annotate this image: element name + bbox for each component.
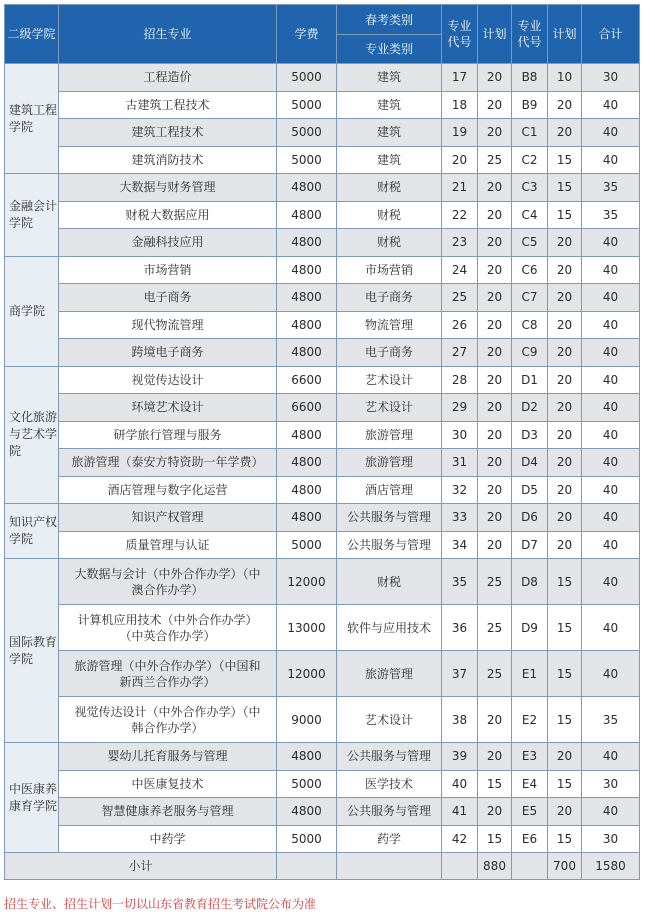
plan2-cell: 20 [548, 256, 582, 284]
header-fee: 学费 [277, 5, 337, 64]
code2-cell: E4 [512, 770, 548, 798]
code2-cell: C9 [512, 339, 548, 367]
plan2-cell: 15 [548, 174, 582, 202]
table-row [5, 119, 640, 147]
code1-cell: 19 [442, 119, 478, 147]
code1-cell: 35 [442, 559, 478, 605]
footnote: 招生专业、招生计划一切以山东省教育招生考试院公布为准 [4, 897, 317, 911]
plan1-cell: 20 [478, 366, 512, 394]
code1-cell: 28 [442, 366, 478, 394]
plan1-cell: 15 [478, 825, 512, 853]
category-cell: 公共服务与管理 [337, 504, 442, 532]
plan2-cell: 20 [548, 284, 582, 312]
total-cell: 40 [582, 605, 640, 651]
plan2-cell: 15 [548, 651, 582, 697]
empty-cell [442, 853, 478, 880]
major-cell: 大数据与会计（中外合作办学）（中澳合作办学） [59, 559, 277, 605]
code1-cell: 27 [442, 339, 478, 367]
category-cell: 财税 [337, 174, 442, 202]
code1-cell: 26 [442, 311, 478, 339]
plan2-cell: 15 [548, 559, 582, 605]
plan1-cell: 25 [478, 559, 512, 605]
plan1-cell: 25 [478, 605, 512, 651]
major-cell: 工程造价 [59, 64, 277, 92]
category-cell: 建筑 [337, 64, 442, 92]
category-cell: 建筑 [337, 146, 442, 174]
plan2-cell: 15 [548, 825, 582, 853]
major-cell: 中药学 [59, 825, 277, 853]
category-cell: 市场营销 [337, 256, 442, 284]
empty-cell [337, 853, 442, 880]
code2-cell: E6 [512, 825, 548, 853]
plan1-cell: 20 [478, 91, 512, 119]
total-cell: 40 [582, 651, 640, 697]
subtotal-label: 小计 [5, 853, 277, 880]
empty-cell [512, 853, 548, 880]
major-cell: 研学旅行管理与服务 [59, 421, 277, 449]
header-total: 合计 [582, 5, 640, 64]
category-cell: 建筑 [337, 119, 442, 147]
total-cell: 40 [582, 91, 640, 119]
major-cell: 财税大数据应用 [59, 201, 277, 229]
plan2-cell: 15 [548, 146, 582, 174]
code2-cell: C4 [512, 201, 548, 229]
table-row [5, 284, 640, 312]
code1-cell: 31 [442, 449, 478, 477]
code1-cell: 25 [442, 284, 478, 312]
header-college: 二级学院 [5, 5, 59, 64]
fee-cell: 5000 [277, 119, 337, 147]
total-cell: 40 [582, 366, 640, 394]
total-cell: 40 [582, 119, 640, 147]
header-major: 招生专业 [59, 5, 277, 64]
fee-cell: 12000 [277, 559, 337, 605]
table-row [5, 201, 640, 229]
total-cell: 30 [582, 64, 640, 92]
header-major-category: 专业类别 [337, 35, 442, 64]
table-row [5, 605, 640, 651]
category-cell: 艺术设计 [337, 366, 442, 394]
subtotal-plan-2: 700 [548, 853, 582, 880]
plan2-cell: 20 [548, 504, 582, 532]
category-cell: 医学技术 [337, 770, 442, 798]
fee-cell: 4800 [277, 174, 337, 202]
plan1-cell: 20 [478, 531, 512, 559]
code1-cell: 37 [442, 651, 478, 697]
plan2-cell: 15 [548, 770, 582, 798]
table-row [5, 798, 640, 826]
fee-cell: 12000 [277, 651, 337, 697]
plan1-cell: 25 [478, 651, 512, 697]
table-row [5, 256, 640, 284]
category-cell: 电子商务 [337, 284, 442, 312]
total-cell: 40 [582, 531, 640, 559]
fee-cell: 6600 [277, 366, 337, 394]
plan2-cell: 15 [548, 201, 582, 229]
category-cell: 财税 [337, 201, 442, 229]
table-row [5, 311, 640, 339]
plan1-cell: 20 [478, 504, 512, 532]
plan2-cell: 20 [548, 743, 582, 771]
total-cell: 35 [582, 174, 640, 202]
table-row [5, 449, 640, 477]
code1-cell: 42 [442, 825, 478, 853]
code2-cell: E2 [512, 697, 548, 743]
major-cell: 环境艺术设计 [59, 394, 277, 422]
header-plan-2: 计划 [548, 5, 582, 64]
plan1-cell: 20 [478, 743, 512, 771]
major-cell: 视觉传达设计 [59, 366, 277, 394]
code1-cell: 41 [442, 798, 478, 826]
table-row [5, 476, 640, 504]
college-name-cell: 建筑工程学院 [5, 64, 59, 174]
table-row [5, 339, 640, 367]
table-row [5, 743, 640, 771]
plan1-cell: 20 [478, 284, 512, 312]
category-cell: 药学 [337, 825, 442, 853]
plan1-cell: 15 [478, 770, 512, 798]
major-cell: 大数据与财务管理 [59, 174, 277, 202]
major-cell: 跨境电子商务 [59, 339, 277, 367]
admissions-plan-table [4, 4, 640, 880]
college-name-cell: 金融会计学院 [5, 174, 59, 257]
code1-cell: 23 [442, 229, 478, 257]
table-row [5, 366, 640, 394]
fee-cell: 5000 [277, 64, 337, 92]
code2-cell: E3 [512, 743, 548, 771]
code2-cell: D5 [512, 476, 548, 504]
total-cell: 40 [582, 311, 640, 339]
table-row [5, 394, 640, 422]
plan1-cell: 20 [478, 449, 512, 477]
code1-cell: 29 [442, 394, 478, 422]
fee-cell: 4800 [277, 504, 337, 532]
fee-cell: 4800 [277, 311, 337, 339]
category-cell: 物流管理 [337, 311, 442, 339]
total-cell: 35 [582, 697, 640, 743]
plan2-cell: 15 [548, 605, 582, 651]
plan2-cell: 20 [548, 366, 582, 394]
code2-cell: D6 [512, 504, 548, 532]
plan2-cell: 20 [548, 311, 582, 339]
plan1-cell: 20 [478, 174, 512, 202]
table-row [5, 146, 640, 174]
category-cell: 艺术设计 [337, 394, 442, 422]
major-cell: 建筑消防技术 [59, 146, 277, 174]
code2-cell: D1 [512, 366, 548, 394]
code2-cell: D8 [512, 559, 548, 605]
plan1-cell: 20 [478, 256, 512, 284]
college-name-cell: 中医康养康育学院 [5, 743, 59, 853]
plan1-cell: 20 [478, 64, 512, 92]
fee-cell: 5000 [277, 825, 337, 853]
total-cell: 40 [582, 476, 640, 504]
major-cell: 视觉传达设计（中外合作办学）（中韩合作办学） [59, 697, 277, 743]
fee-cell: 5000 [277, 531, 337, 559]
total-cell: 30 [582, 770, 640, 798]
fee-cell: 5000 [277, 770, 337, 798]
code1-cell: 39 [442, 743, 478, 771]
admissions-table-container [4, 4, 640, 880]
category-cell: 建筑 [337, 91, 442, 119]
category-cell: 酒店管理 [337, 476, 442, 504]
plan1-cell: 20 [478, 201, 512, 229]
code2-cell: B9 [512, 91, 548, 119]
code1-cell: 24 [442, 256, 478, 284]
college-name-cell: 国际教育学院 [5, 559, 59, 743]
total-cell: 40 [582, 559, 640, 605]
code1-cell: 30 [442, 421, 478, 449]
code1-cell: 20 [442, 146, 478, 174]
total-cell: 40 [582, 449, 640, 477]
major-cell: 知识产权管理 [59, 504, 277, 532]
code2-cell: C5 [512, 229, 548, 257]
plan1-cell: 20 [478, 697, 512, 743]
fee-cell: 4800 [277, 201, 337, 229]
major-cell: 智慧健康养老服务与管理 [59, 798, 277, 826]
code1-cell: 21 [442, 174, 478, 202]
college-name-cell: 商学院 [5, 256, 59, 366]
plan2-cell: 20 [548, 798, 582, 826]
major-cell: 市场营销 [59, 256, 277, 284]
total-cell: 40 [582, 146, 640, 174]
plan2-cell: 20 [548, 531, 582, 559]
category-cell: 旅游管理 [337, 421, 442, 449]
major-cell: 古建筑工程技术 [59, 91, 277, 119]
code2-cell: D7 [512, 531, 548, 559]
table-row [5, 531, 640, 559]
category-cell: 财税 [337, 229, 442, 257]
plan1-cell: 20 [478, 229, 512, 257]
total-cell: 30 [582, 825, 640, 853]
fee-cell: 5000 [277, 146, 337, 174]
header-code-1: 专业代号 [442, 5, 478, 64]
total-cell: 40 [582, 504, 640, 532]
fee-cell: 4800 [277, 798, 337, 826]
table-row [5, 174, 640, 202]
code1-cell: 34 [442, 531, 478, 559]
category-cell: 旅游管理 [337, 449, 442, 477]
code2-cell: E5 [512, 798, 548, 826]
category-cell: 公共服务与管理 [337, 743, 442, 771]
empty-cell [277, 853, 337, 880]
table-row [5, 91, 640, 119]
major-cell: 旅游管理（泰安方特资助一年学费） [59, 449, 277, 477]
total-cell: 40 [582, 798, 640, 826]
category-cell: 公共服务与管理 [337, 798, 442, 826]
major-cell: 电子商务 [59, 284, 277, 312]
subtotal-row [5, 853, 640, 880]
fee-cell: 6600 [277, 394, 337, 422]
code1-cell: 32 [442, 476, 478, 504]
major-cell: 酒店管理与数字化运营 [59, 476, 277, 504]
code2-cell: C6 [512, 256, 548, 284]
total-cell: 40 [582, 339, 640, 367]
table-row [5, 229, 640, 257]
code2-cell: D4 [512, 449, 548, 477]
table-row [5, 421, 640, 449]
fee-cell: 4800 [277, 339, 337, 367]
table-row [5, 504, 640, 532]
subtotal-plan-1: 880 [478, 853, 512, 880]
code2-cell: C2 [512, 146, 548, 174]
fee-cell: 9000 [277, 697, 337, 743]
table-body [5, 64, 640, 880]
code2-cell: D9 [512, 605, 548, 651]
plan1-cell: 20 [478, 394, 512, 422]
fee-cell: 4800 [277, 421, 337, 449]
plan2-cell: 20 [548, 421, 582, 449]
category-cell: 旅游管理 [337, 651, 442, 697]
header-code-2: 专业代号 [512, 5, 548, 64]
table-row [5, 651, 640, 697]
table-row [5, 697, 640, 743]
plan2-cell: 20 [548, 91, 582, 119]
plan1-cell: 20 [478, 119, 512, 147]
plan1-cell: 20 [478, 476, 512, 504]
fee-cell: 4800 [277, 229, 337, 257]
code1-cell: 22 [442, 201, 478, 229]
table-row [5, 559, 640, 605]
major-cell: 金融科技应用 [59, 229, 277, 257]
college-name-cell: 文化旅游与艺术学院 [5, 366, 59, 504]
category-cell: 软件与应用技术 [337, 605, 442, 651]
major-cell: 旅游管理（中外合作办学）（中国和新西兰合作办学） [59, 651, 277, 697]
header-plan-1: 计划 [478, 5, 512, 64]
code1-cell: 17 [442, 64, 478, 92]
category-cell: 电子商务 [337, 339, 442, 367]
total-cell: 40 [582, 284, 640, 312]
plan1-cell: 20 [478, 311, 512, 339]
total-cell: 35 [582, 201, 640, 229]
plan2-cell: 20 [548, 449, 582, 477]
code2-cell: C7 [512, 284, 548, 312]
fee-cell: 4800 [277, 449, 337, 477]
fee-cell: 4800 [277, 743, 337, 771]
major-cell: 建筑工程技术 [59, 119, 277, 147]
plan2-cell: 20 [548, 476, 582, 504]
table-row [5, 64, 640, 92]
code2-cell: E1 [512, 651, 548, 697]
total-cell: 40 [582, 743, 640, 771]
code2-cell: C8 [512, 311, 548, 339]
code1-cell: 33 [442, 504, 478, 532]
plan2-cell: 20 [548, 394, 582, 422]
total-cell: 40 [582, 394, 640, 422]
table-row [5, 825, 640, 853]
code2-cell: C1 [512, 119, 548, 147]
plan2-cell: 20 [548, 339, 582, 367]
code2-cell: C3 [512, 174, 548, 202]
major-cell: 质量管理与认证 [59, 531, 277, 559]
plan1-cell: 20 [478, 421, 512, 449]
total-cell: 40 [582, 229, 640, 257]
plan2-cell: 20 [548, 229, 582, 257]
major-cell: 计算机应用技术（中外合作办学）（中英合作办学） [59, 605, 277, 651]
major-cell: 中医康复技术 [59, 770, 277, 798]
code1-cell: 18 [442, 91, 478, 119]
college-name-cell: 知识产权学院 [5, 504, 59, 559]
plan1-cell: 20 [478, 339, 512, 367]
total-cell: 40 [582, 421, 640, 449]
fee-cell: 4800 [277, 476, 337, 504]
subtotal-total: 1580 [582, 853, 640, 880]
code2-cell: D3 [512, 421, 548, 449]
major-cell: 现代物流管理 [59, 311, 277, 339]
plan2-cell: 15 [548, 697, 582, 743]
code1-cell: 38 [442, 697, 478, 743]
plan1-cell: 25 [478, 146, 512, 174]
fee-cell: 5000 [277, 91, 337, 119]
fee-cell: 13000 [277, 605, 337, 651]
total-cell: 40 [582, 256, 640, 284]
code2-cell: D2 [512, 394, 548, 422]
code1-cell: 40 [442, 770, 478, 798]
category-cell: 财税 [337, 559, 442, 605]
fee-cell: 4800 [277, 256, 337, 284]
category-cell: 艺术设计 [337, 697, 442, 743]
table-row [5, 770, 640, 798]
plan1-cell: 20 [478, 798, 512, 826]
plan2-cell: 20 [548, 119, 582, 147]
plan2-cell: 10 [548, 64, 582, 92]
major-cell: 婴幼儿托育服务与管理 [59, 743, 277, 771]
code2-cell: B8 [512, 64, 548, 92]
header-spring-category: 春考类别 [337, 5, 442, 35]
code1-cell: 36 [442, 605, 478, 651]
fee-cell: 4800 [277, 284, 337, 312]
category-cell: 公共服务与管理 [337, 531, 442, 559]
